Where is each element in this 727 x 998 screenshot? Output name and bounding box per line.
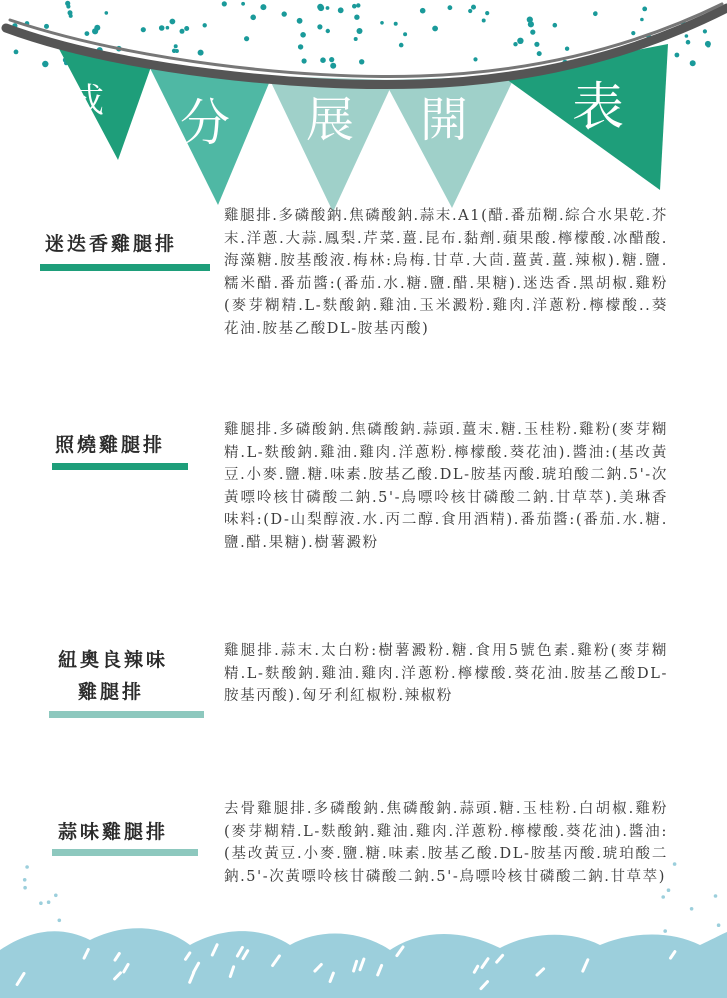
confetti-dot [642, 6, 647, 11]
confetti-dot [297, 18, 303, 24]
confetti-dot [534, 42, 539, 47]
confetti-dot [23, 878, 27, 882]
confetti-dot [706, 44, 710, 48]
confetti-dot [42, 61, 48, 67]
confetti-dot [94, 25, 100, 31]
confetti-dot [482, 19, 486, 23]
confetti-dot [471, 5, 476, 10]
banner-char-5: 表 [572, 78, 625, 138]
confetti-dot [330, 63, 336, 69]
confetti-dot [14, 50, 19, 55]
confetti-dot [302, 58, 307, 63]
confetti-dot [359, 59, 364, 64]
confetti-dot [420, 8, 426, 14]
confetti-dot [473, 57, 477, 61]
confetti-dot [530, 29, 535, 34]
confetti-dot [141, 27, 146, 32]
confetti-dot [222, 1, 227, 6]
confetti-dot [485, 11, 489, 15]
confetti-dot [320, 57, 326, 63]
confetti-dot [326, 6, 330, 10]
banner-char-1: 成 [70, 81, 104, 121]
confetti-dot [703, 29, 707, 33]
confetti-dot [329, 57, 334, 62]
confetti-dot [685, 34, 689, 38]
confetti-dot [300, 32, 306, 38]
section-title: 迷迭香雞腿排 [45, 233, 178, 255]
section-title: 照燒雞腿排 [55, 434, 166, 456]
banner-char-4: 開 [420, 92, 469, 148]
confetti-dot [317, 4, 323, 10]
confetti-dot [432, 26, 438, 32]
confetti-dot [667, 888, 671, 892]
confetti-dot [686, 40, 691, 45]
confetti-dot [528, 21, 534, 27]
confetti-dot [631, 31, 635, 35]
confetti-dot [354, 37, 358, 41]
ingredients-text: 去骨雞腿排.多磷酸鈉.焦磷酸鈉.蒜頭.糖.玉桂粉.白胡椒.雞粉(麥芽糊精.L-麩酸鈉.雞油.雞肉.洋蔥粉.檸檬酸.葵花油).醬油:(基改黃豆.小麥.鹽.糖.味素.胺基乙酸.DL-胺基丙酸.琥珀酸二鈉.5'-次黃嘌呤核甘磷酸二鈉.5'-鳥嘌呤核甘磷酸二鈉.甘草萃) [224, 801, 668, 885]
confetti-dot [58, 919, 62, 923]
confetti-dot [44, 24, 49, 29]
ingredients-text: 雞腿排.多磷酸鈉.焦磷酸鈉.蒜末.A1(醋.番茄糊.綜合水果乾.芥末.洋蔥.大蒜.鳳梨.芹菜.薑.昆布.黏劑.蘋果酸.檸檬酸.冰醋酸.海藻糖.胺基酸液.梅林:烏梅.甘草.大茴.薑黃.薑.辣椒).糖.鹽.糯米醋.番茄醬:(番茄.水.糖.鹽.醋.果糖).迷迭香.黑胡椒.雞粉(麥芽糊精.L-麩酸鈉.雞油.玉米澱粉.雞肉.洋蔥粉.檸檬酸..葵花油.胺基乙酸DL-胺基丙酸) [224, 208, 668, 337]
section-title-line-1: 紐奧良辣味 [58, 649, 169, 671]
ingredients-text: 雞腿排.蒜末.太白粉:樹薯澱粉.糖.食用5號色素.雞粉(麥芽糊精.L-麩酸鈉.雞油.雞肉.洋蔥粉.檸檬酸.葵花油.胺基乙酸DL-胺基丙酸).匈牙利紅椒粉.辣椒粉 [224, 643, 668, 705]
confetti-dot [25, 865, 29, 869]
confetti-dot [565, 47, 569, 51]
confetti-dot [673, 862, 677, 866]
confetti-dot [640, 18, 644, 22]
confetti-dot [166, 26, 170, 30]
confetti-dot [23, 886, 27, 890]
section-title-line-2: 雞腿排 [78, 681, 145, 703]
confetti-dot [241, 2, 245, 6]
confetti-dot [403, 32, 407, 36]
section-underline [52, 463, 188, 470]
confetti-dot [105, 11, 109, 15]
confetti-dot [317, 24, 322, 29]
confetti-dot [468, 9, 472, 13]
confetti-dot [180, 29, 185, 34]
section-underline [52, 849, 198, 856]
confetti-dot [517, 38, 523, 44]
confetti-dot [690, 907, 694, 911]
confetti-dot [714, 894, 718, 898]
confetti-dot [380, 21, 384, 25]
confetti-dot [338, 7, 344, 13]
section-underline [49, 711, 204, 718]
confetti-dot [717, 923, 721, 927]
confetti-dot [399, 43, 404, 48]
confetti-dot [198, 50, 204, 56]
confetti-dot [448, 5, 453, 10]
confetti-dot [553, 23, 558, 28]
confetti-dot [54, 894, 58, 898]
confetti-dot [69, 14, 73, 18]
banner-char-3: 展 [306, 92, 355, 148]
confetti-dot [85, 31, 90, 36]
confetti-dot [513, 42, 517, 46]
confetti-dot [39, 901, 43, 905]
confetti-dot [260, 4, 266, 10]
confetti-dot [250, 14, 256, 20]
confetti-dot [174, 44, 178, 48]
confetti-dot [352, 4, 357, 9]
confetti-dot [170, 19, 176, 25]
section-title: 蒜味雞腿排 [58, 821, 169, 843]
confetti-dot [690, 60, 696, 66]
ingredients-text: 雞腿排.多磷酸鈉.焦磷酸鈉.蒜頭.薑末.糖.玉桂粉.雞粉(麥芽糊精.L-麩酸鈉.雞油.雞肉.洋蔥粉.檸檬酸.葵花油).醬油:(基改黃豆.小麥.鹽.糖.味素.胺基乙酸.DL-胺基丙酸.琥珀酸二鈉.5'-次黃嘌呤核甘磷酸二鈉.5'-鳥嘌呤核甘磷酸二鈉.甘草萃).美琳香味料:(D-山梨醇液.水.丙二醇.食用酒精).番茄醬:(番茄.水.糖.鹽.醋.果糖).樹薯澱粉 [224, 422, 668, 551]
confetti-dot [675, 53, 680, 58]
confetti-dot [47, 900, 51, 904]
confetti-dot [357, 28, 363, 34]
banner-char-2: 分 [180, 94, 230, 152]
confetti-dot [537, 51, 542, 56]
confetti-dot [356, 3, 360, 7]
confetti-dot [172, 49, 176, 53]
confetti-dot [184, 26, 189, 31]
confetti-dot [394, 22, 398, 26]
confetti-dot [159, 25, 165, 31]
confetti-dot [326, 29, 330, 33]
confetti-dot [593, 12, 598, 17]
confetti-dot [661, 895, 665, 899]
confetti-dot [244, 36, 249, 41]
confetti-dot [298, 44, 303, 49]
confetti-dot [66, 4, 70, 8]
confetti-dot [663, 929, 667, 933]
confetti-dot [282, 11, 287, 16]
confetti-dot [354, 15, 359, 20]
confetti-dot [203, 23, 207, 27]
section-underline [40, 264, 210, 271]
